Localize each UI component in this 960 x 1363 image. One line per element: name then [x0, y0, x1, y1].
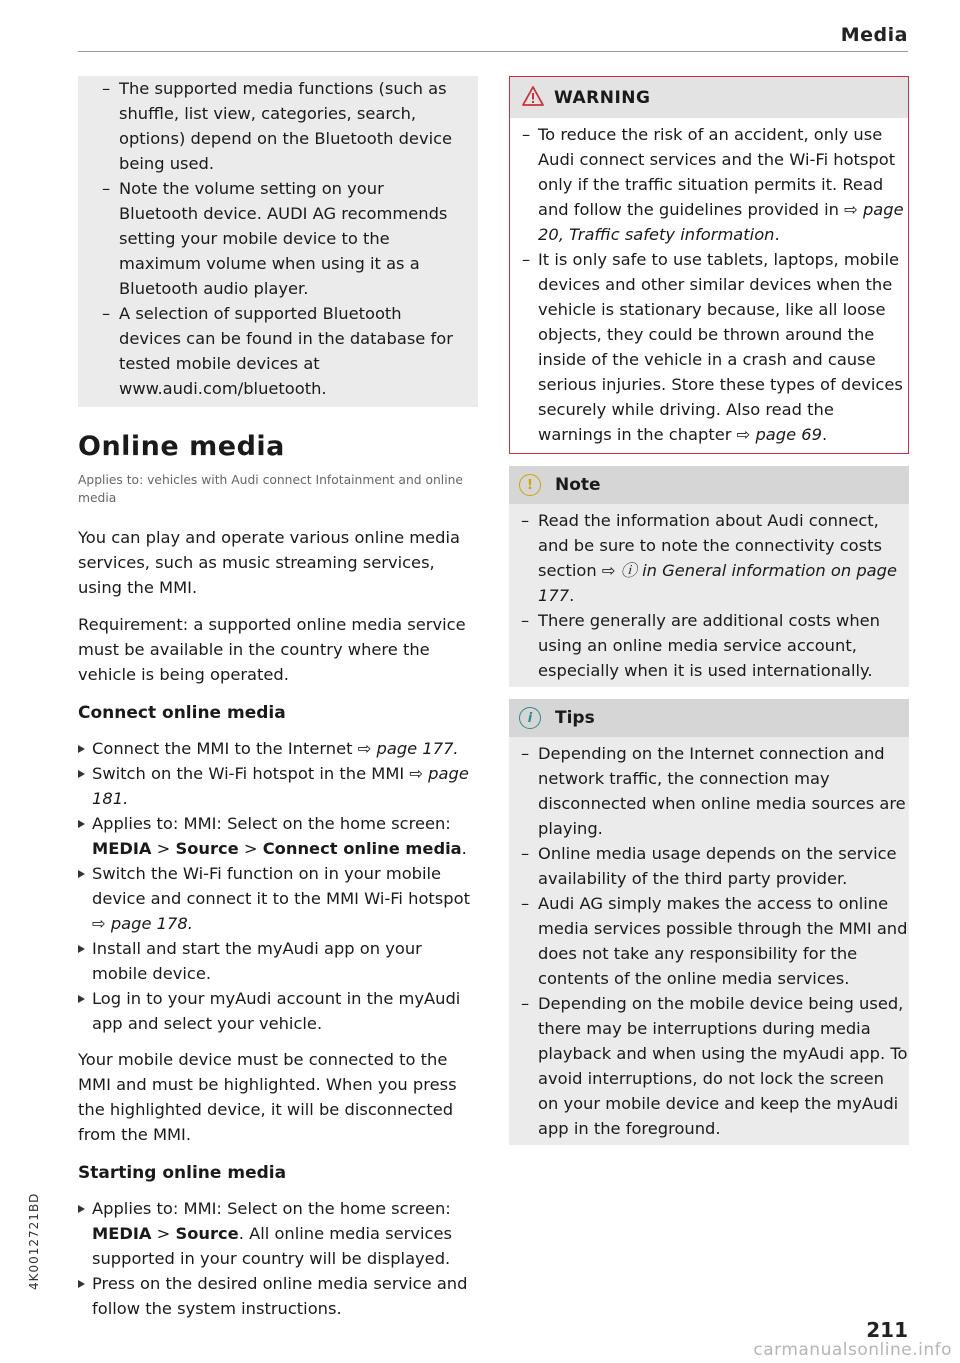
document-code: 4K0012721BD — [27, 1192, 41, 1290]
arrow-icon — [78, 1205, 85, 1213]
arrow-icon — [78, 1280, 85, 1288]
page-ref-link[interactable]: ⇨ page 178. — [92, 914, 193, 933]
note-body — [509, 504, 909, 687]
list-item: Install and start the myAudi app on your mobile device. — [78, 936, 478, 986]
list-item: – The supported media functions (such as shuffle, list view, categories, search, options) depend on the Bluetooth device being used. — [90, 76, 466, 176]
note-box — [509, 466, 909, 687]
bluetooth-notes-box — [78, 76, 478, 407]
page-ref-link[interactable]: ⇨ page 177. — [357, 739, 459, 758]
list-item: – Depending on the Internet connection and network traffic, the connection may disconnected when online media sources are playing. — [509, 741, 909, 841]
starting-heading: Starting online media — [78, 1163, 287, 1183]
arrow-icon — [78, 945, 85, 953]
connect-steps — [78, 736, 478, 1036]
tips-box — [509, 699, 909, 1145]
intro-paragraph: You can play and operate various online media services, such as music streaming services, using the MMI. — [78, 528, 460, 597]
note-list — [509, 508, 909, 683]
list-item: – It is only safe to use tablets, laptops, mobile devices and other similar devices when the vehicle is stationary because, like all loose objects, they could be thrown around the inside of the vehicle in a crash and cause serious injuries. Store these types of devices securely while driving. Also read the warnings in the chapter ⇨ page 69. — [510, 247, 908, 447]
page-ref-link[interactable]: ⇨ page 69 — [736, 425, 822, 444]
page-ref-link[interactable]: ⇨ page 181. — [92, 764, 469, 808]
warning-label: WARNING — [554, 87, 651, 108]
requirement-paragraph: Requirement: a supported online media service must be available in the country where the vehicle is being operated. — [78, 615, 466, 684]
list-item: Applies to: MMI: Select on the home screen: MEDIA > Source > Connect online media. — [78, 811, 478, 861]
list-item: Press on the desired online media service and follow the system instructions. — [78, 1271, 478, 1321]
header-divider — [78, 51, 908, 52]
list-item: – A selection of supported Bluetooth devices can be found in the database for tested mobile devices at www.audi.com/bluetooth. — [90, 301, 466, 401]
list-item: Connect the MMI to the Internet ⇨ page 177. — [78, 736, 478, 761]
list-item: – Depending on the mobile device being used, there may be interruptions during media playback and when using the myAudi app. To avoid interruptions, do not lock the screen on your mobile device and keep the myAudi app in the foreground. — [509, 991, 909, 1141]
starting-steps — [78, 1196, 478, 1321]
page-number: 211 — [866, 1318, 908, 1342]
warning-body — [510, 118, 908, 453]
exclamation-circle-icon: ! — [519, 474, 541, 496]
connect-heading: Connect online media — [78, 703, 286, 723]
section-title: Media — [840, 24, 908, 46]
list-item: – Read the information about Audi connect, and be sure to note the connectivity costs section ⇨ ⓘ in General information on page 177. — [509, 508, 909, 608]
page-title: Online media — [78, 431, 285, 462]
tips-label: Tips — [555, 708, 595, 728]
note-label: Note — [555, 475, 601, 495]
applies-note: Applies to: vehicles with Audi connect Infotainment and online media — [78, 473, 463, 505]
arrow-icon — [78, 820, 85, 828]
list-item: – To reduce the risk of an accident, only use Audi connect services and the Wi-Fi hotspot only if the traffic situation permits it. Read and follow the guidelines provided in ⇨ page 20, Traffic safety information. — [510, 122, 908, 247]
list-item: – Note the volume setting on your Bluetooth device. AUDI AG recommends setting your mobile device to the maximum volume when using it as a Bluetooth audio player. — [90, 176, 466, 301]
warning-list — [510, 122, 908, 447]
list-item: Switch the Wi-Fi function on in your mobile device and connect it to the MMI Wi-Fi hotspot ⇨ page 178. — [78, 861, 478, 936]
note-header — [509, 466, 909, 504]
arrow-icon — [78, 745, 85, 753]
page-ref-link[interactable]: ⇨ ⓘ in General information on page 177 — [538, 561, 898, 605]
arrow-icon — [78, 995, 85, 1003]
right-column — [509, 76, 909, 1145]
list-item: – Online media usage depends on the service availability of the third party provider. — [509, 841, 909, 891]
arrow-icon — [78, 870, 85, 878]
warning-box — [509, 76, 909, 454]
arrow-icon — [78, 770, 85, 778]
tips-list — [509, 741, 909, 1141]
tips-header — [509, 699, 909, 737]
list-item: – There generally are additional costs when using an online media service account, especially when it is used internationally. — [509, 608, 909, 683]
list-item: Applies to: MMI: Select on the home screen: MEDIA > Source. All online media services supported in your country will be displayed. — [78, 1196, 478, 1271]
list-item: Switch on the Wi-Fi hotspot in the MMI ⇨ page 181. — [78, 761, 478, 811]
list-item: Log in to your myAudi account in the myAudi app and select your vehicle. — [78, 986, 478, 1036]
tips-body — [509, 737, 909, 1145]
list-item: – Audi AG simply makes the access to online media services possible through the MMI and does not take any responsibility for the contents of the online media services. — [509, 891, 909, 991]
bluetooth-notes-list — [90, 76, 466, 401]
page-ref-link[interactable]: ⇨ page 20, Traffic safety information — [538, 200, 904, 244]
warning-triangle-icon — [522, 86, 544, 110]
left-column — [78, 76, 478, 1321]
warning-header — [510, 77, 908, 118]
watermark: carmanualsonline.info — [753, 1340, 952, 1360]
info-circle-icon: i — [519, 707, 541, 729]
connect-note-paragraph: Your mobile device must be connected to the MMI and must be highlighted. When you press the highlighted device, it will be disconnected from the MMI. — [78, 1050, 457, 1144]
